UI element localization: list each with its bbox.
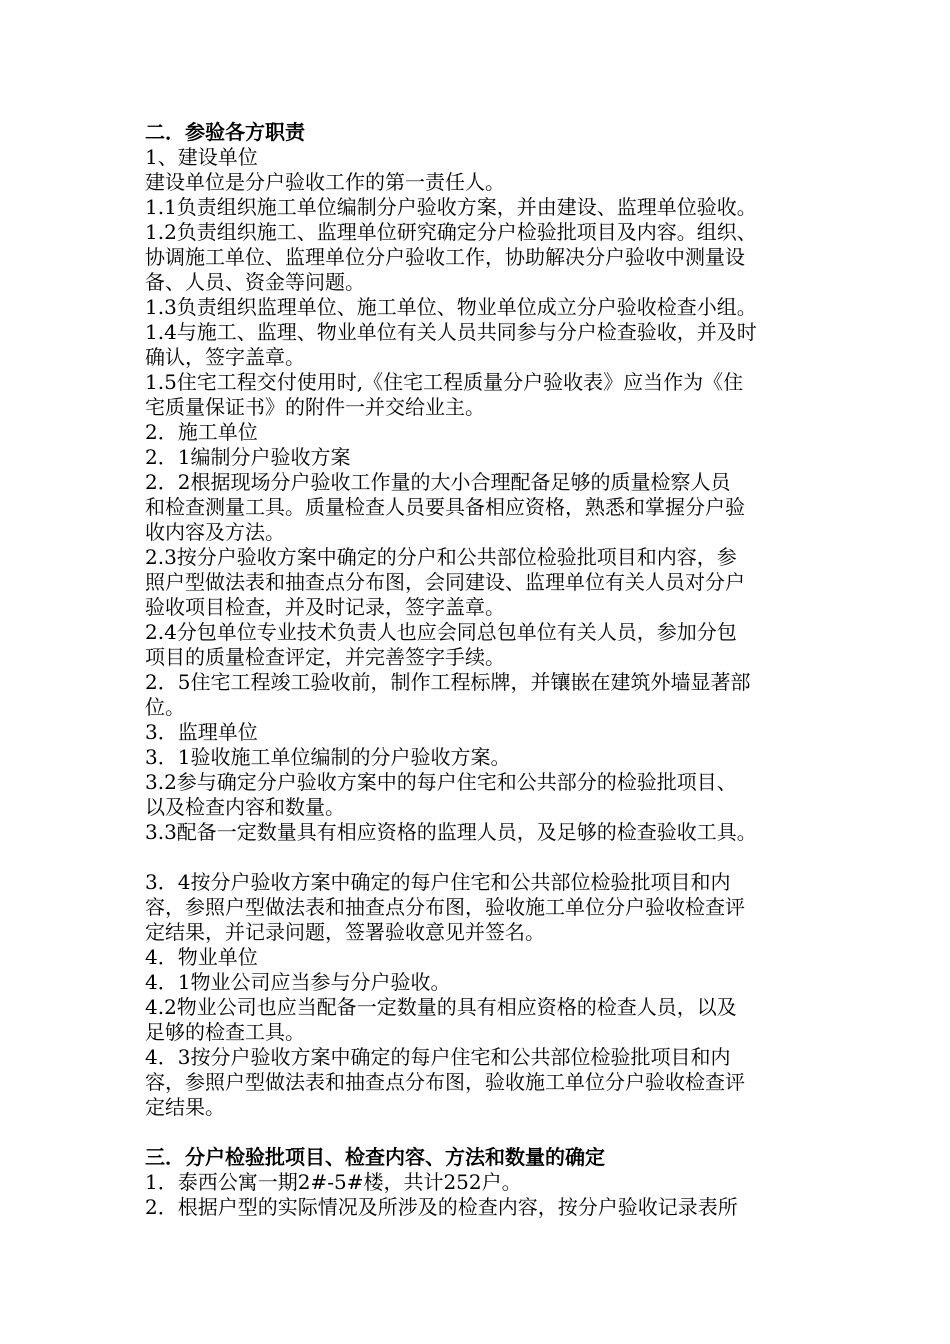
text-line: 4．3按分户验收方案中确定的每户住宅和公共部位检验批项目和内 xyxy=(145,1045,731,1069)
text-line: 3．4按分户验收方案中确定的每户住宅和公共部位检验批项目和内 xyxy=(145,870,731,894)
text-line: 3.2参与确定分户验收方案中的每户住宅和公共部分的检验批项目、 xyxy=(145,770,737,794)
text-line: 4．1物业公司应当参与分户验收。 xyxy=(145,970,451,994)
text-line: 协调施工单位、监理单位分户验收工作，协助解决分户验收中测量设 xyxy=(145,245,745,269)
text-line: 1．泰西公寓一期2#-5#楼，共计252户。 xyxy=(145,1170,522,1194)
text-line: 3.3配备一定数量具有相应资格的监理人员，及足够的检查验收工具。 xyxy=(145,820,757,844)
blank-line xyxy=(145,1120,825,1145)
text-line: 定结果，并记录问题，签署验收意见并签名。 xyxy=(145,920,545,944)
text-line: 容，参照户型做法表和抽查点分布图，验收施工单位分户验收检查评 xyxy=(145,1070,745,1094)
text-line: 备、人员、资金等问题。 xyxy=(145,270,365,294)
text-line: 验收项目检查，并及时记录，签字盖章。 xyxy=(145,595,505,619)
text-line: 3．1验收施工单位编制的分户验收方案。 xyxy=(145,745,511,769)
text-line: 以及检查内容和数量。 xyxy=(145,795,345,819)
blank-line xyxy=(145,845,825,870)
text-line: 4.2物业公司也应当配备一定数量的具有相应资格的检查人员，以及 xyxy=(145,995,737,1019)
text-line: 和检查测量工具。质量检查人员要具备相应资格，熟悉和掌握分户验 xyxy=(145,495,745,519)
text-line: 定结果。 xyxy=(145,1095,225,1119)
text-line: 位。 xyxy=(145,695,185,719)
text-line: 2.3按分户验收方案中确定的分户和公共部位检验批项目和内容，参 xyxy=(145,545,737,569)
text-line: 3．监理单位 xyxy=(145,720,258,744)
text-line: 1.2负责组织施工、监理单位研究确定分户检验批项目及内容。组织、 xyxy=(145,220,757,244)
text-line: 收内容及方法。 xyxy=(145,520,285,544)
text-line: 1.4与施工、监理、物业单位有关人员共同参与分户检查验收，并及时 xyxy=(145,320,757,344)
text-line: 2.4分包单位专业技术负责人也应会同总包单位有关人员，参加分包 xyxy=(145,620,737,644)
document-body xyxy=(145,120,825,1220)
text-line: 确认，签字盖章。 xyxy=(145,345,305,369)
text-line: 4．物业单位 xyxy=(145,945,258,969)
text-line: 2．5住宅工程竣工验收前，制作工程标牌，并镶嵌在建筑外墙显著部 xyxy=(145,670,751,694)
section-heading: 二．参验各方职责 xyxy=(145,120,305,144)
text-line: 2．1编制分户验收方案 xyxy=(145,445,351,469)
text-line: 容，参照户型做法表和抽查点分布图，验收施工单位分户验收检查评 xyxy=(145,895,745,919)
text-line: 宅质量保证书》的附件一并交给业主。 xyxy=(145,395,485,419)
text-line: 项目的质量检查评定，并完善签字手续。 xyxy=(145,645,505,669)
text-line: 1、建设单位 xyxy=(145,145,258,169)
section-heading: 三．分户检验批项目、检查内容、方法和数量的确定 xyxy=(145,1145,605,1169)
text-line: 1.5住宅工程交付使用时,《住宅工程质量分户验收表》应当作为《住 xyxy=(145,370,744,394)
text-line: 2．施工单位 xyxy=(145,420,258,444)
text-line: 照户型做法表和抽查点分布图，会同建设、监理单位有关人员对分户 xyxy=(145,570,745,594)
text-line: 2．根据户型的实际情况及所涉及的检查内容，按分户验收记录表所 xyxy=(145,1195,738,1219)
text-line: 2．2根据现场分户验收工作量的大小合理配备足够的质量检察人员 xyxy=(145,470,731,494)
text-line: 1.1负责组织施工单位编制分户验收方案，并由建设、监理单位验收。 xyxy=(145,195,757,219)
text-line: 1.3负责组织监理单位、施工单位、物业单位成立分户验收检查小组。 xyxy=(145,295,757,319)
text-line: 足够的检查工具。 xyxy=(145,1020,305,1044)
text-line: 建设单位是分户验收工作的第一责任人。 xyxy=(145,170,505,194)
